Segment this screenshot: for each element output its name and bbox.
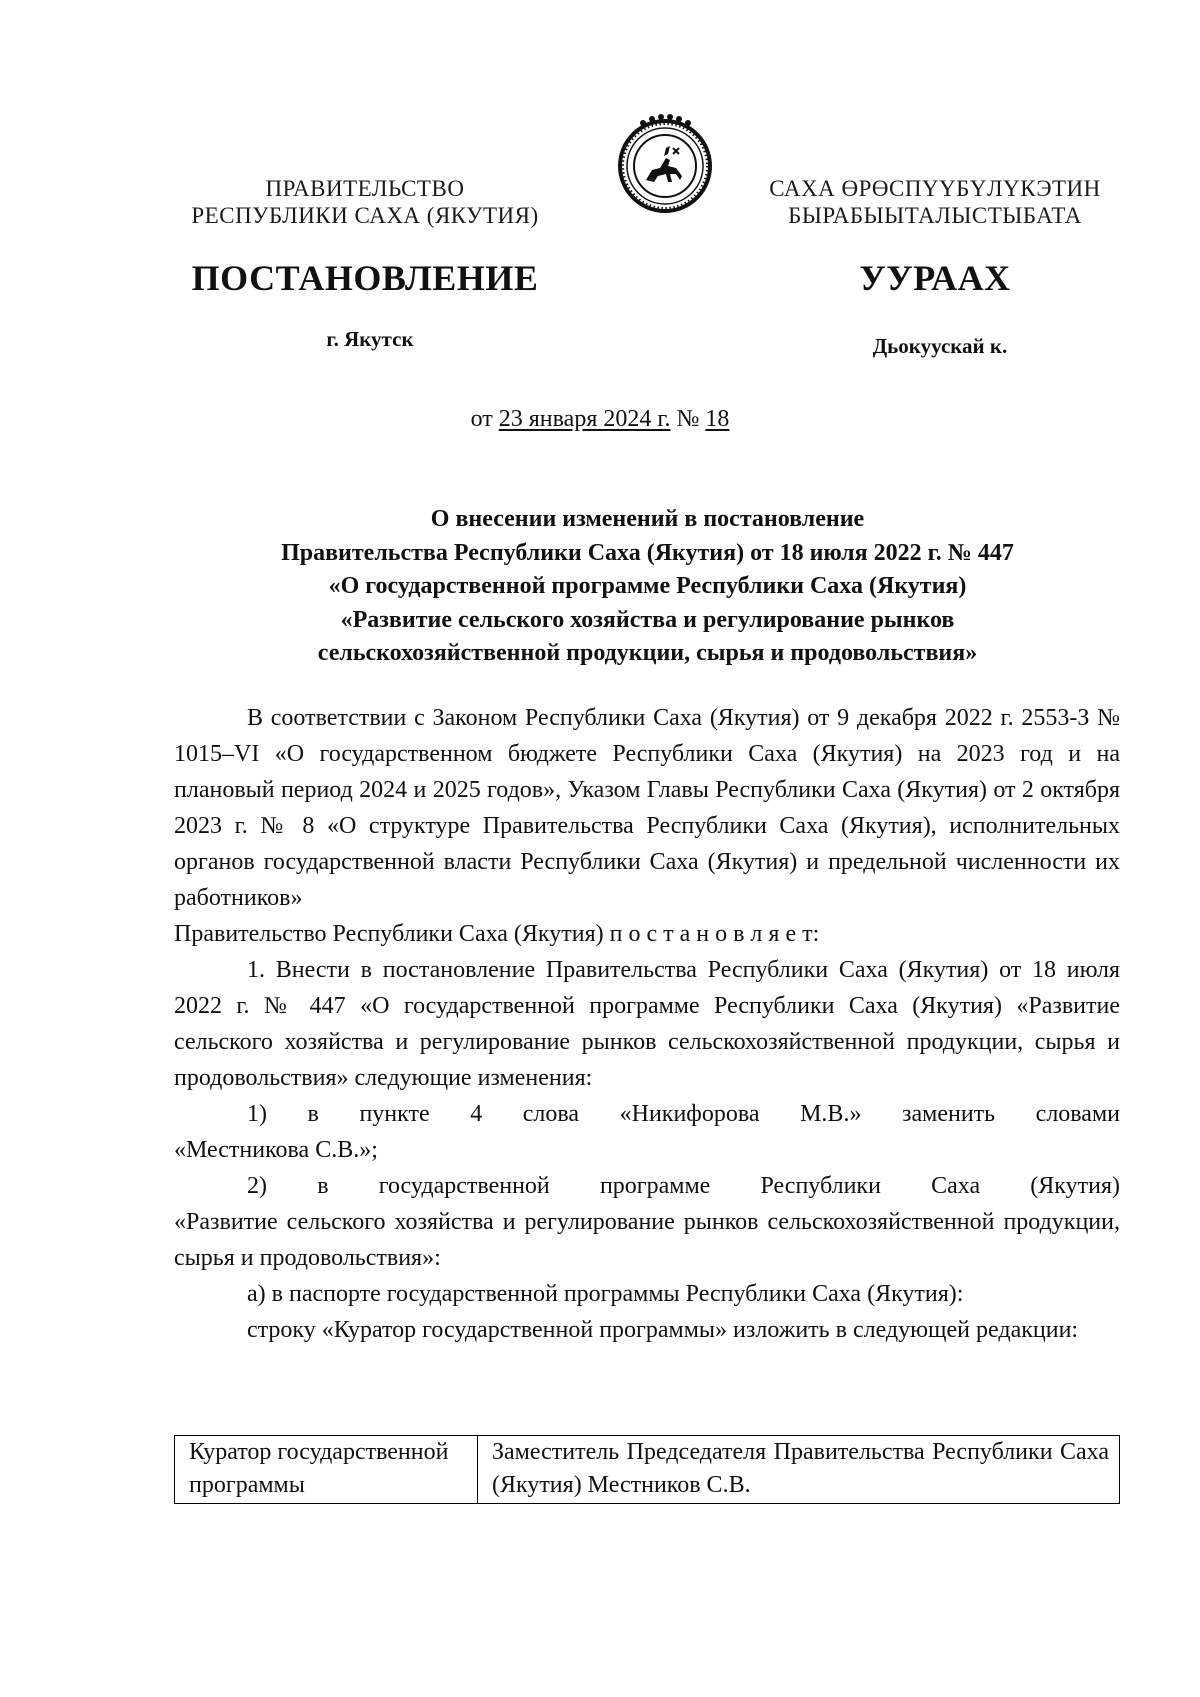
header-left-line2: РЕСПУБЛИКИ САХА (ЯКУТИЯ) — [191, 203, 539, 228]
document-body — [174, 700, 1120, 1348]
title-line-2: Правительства Республики Саха (Якутия) от 18 июля 2022 г. № 447 — [281, 539, 1014, 566]
document-title — [160, 503, 1135, 671]
preamble-paragraph: В соответствии с Законом Республики Саха (Якутия) от 9 декабря 2022 г. 2553-З № 1015–VI «О государственном бюджете Республики Саха (Якутия) на 2023 год и на плановый период 2024 и 2025 годов», Указом Главы Республики Саха (Якутия) от 2 октября 2023 г. № 8 «О структуре Правительства Республики Саха (Якутия), исполнительных органов государственной власти Республики Саха (Якутия) и предельной численности их работников» — [174, 705, 1120, 911]
table-cell-value: Заместитель Председателя Правительства Республики Саха (Якутия) Местников С.В. — [478, 1436, 1120, 1504]
subitem-1-line-2: «Местникова С.В.»; — [174, 1137, 378, 1163]
table-row — [175, 1436, 1120, 1504]
title-line-1: О внесении изменений в постановление — [430, 506, 865, 532]
title-line-5: сельскохозяйственной продукции, сырья и продовольствия» — [317, 640, 978, 666]
title-line-4: «Развитие сельского хозяйства и регулирование рынков — [340, 606, 955, 633]
subitem-2-rest: «Развитие сельского хозяйства и регулирование рынков сельскохозяйственной продукции, сырья и продовольствия»: — [174, 1209, 1120, 1271]
number-label: № — [676, 406, 700, 432]
subitem-2-line-1: 2) в государственной программе Республики Саха (Якутия) — [247, 1173, 1120, 1199]
preamble-closing — [174, 916, 1120, 952]
city-russian: г. Якутск — [326, 327, 414, 351]
row-instruction: строку «Куратор государственной программы» изложить в следующей редакции: — [247, 1317, 1079, 1343]
header-left — [170, 175, 560, 229]
resolves-word: п о с т а н о в л я е т: — [609, 921, 820, 947]
document-number: 18 — [705, 406, 730, 432]
item-1-paragraph: 1. Внести в постановление Правительства Республики Саха (Якутия) от 18 июля 2022 г. № 447 «О государственной программе Республики Саха (Якутия) «Развитие сельского хозяйства и регулирование рынков сельскохозяйственной продукции, сырья и продовольствия» следующие изменения: — [174, 957, 1120, 1091]
document-date: 23 января 2024 г. — [498, 406, 671, 432]
subitem-a: а) в паспорте государственной программы Республики Саха (Якутия): — [247, 1281, 964, 1307]
header-left-line1: ПРАВИТЕЛЬСТВО — [265, 176, 465, 201]
table-cell-label: Куратор государственной программы — [175, 1436, 478, 1504]
date-prefix: от — [470, 406, 493, 432]
header-right-line2: БЫРАБЫЫТАЛЫСТЫБАТА — [788, 203, 1082, 228]
preamble-subject: Правительство Республики Саха (Якутия) — [174, 921, 604, 947]
city-yakut: Дьокуускай к. — [872, 334, 1008, 358]
coat-of-arms-emblem — [610, 110, 720, 220]
doctype-russian: ПОСТАНОВЛЕНИЕ — [191, 258, 539, 298]
subitem-1-line-1: 1) в пункте 4 слова «Никифорова М.В.» заменить словами — [247, 1101, 1120, 1127]
header-right-line1: САХА ӨРӨСПҮҮБҮЛҮКЭТИН — [769, 176, 1101, 201]
header-right — [745, 175, 1125, 229]
doctype-yakut: УУРААХ — [859, 258, 1011, 298]
curator-table — [174, 1435, 1120, 1504]
title-line-3: «О государственной программе Республики Саха (Якутия) — [328, 573, 967, 599]
date-number-line — [0, 405, 1200, 433]
